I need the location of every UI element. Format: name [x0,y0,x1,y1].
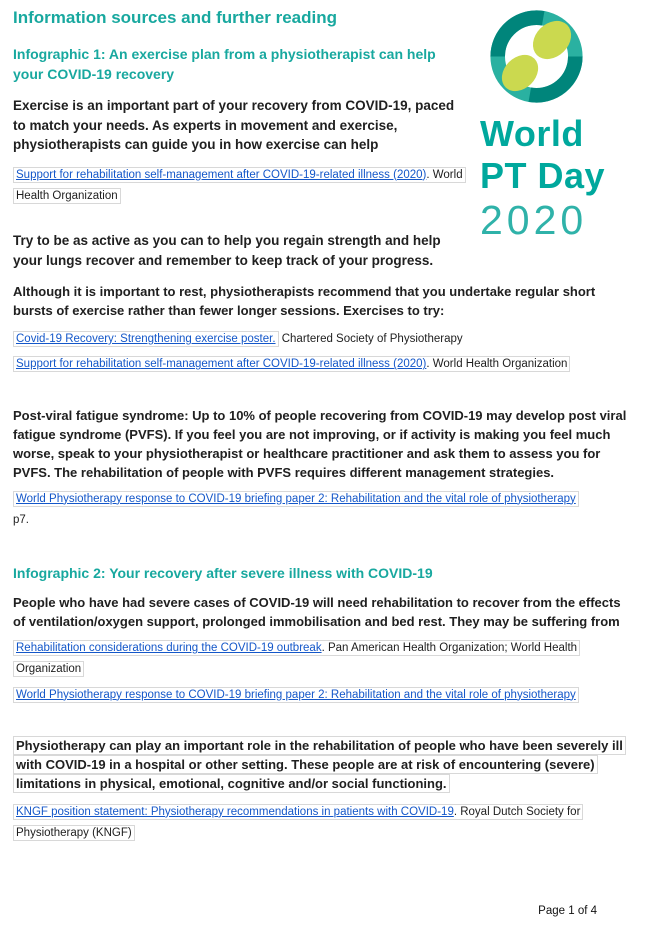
world-pt-day-logo [480,6,632,243]
section1-paragraph-rest: Although it is important to rest, physiotherapists recommend that you undertake regular short bursts of exercise rather than fewer longer sessions. Exercises to try: [13,284,596,319]
reference-briefing-paper-2 [13,685,632,706]
logo-wordmark-ptday: PT Day [480,155,606,196]
reference-kngf [13,802,632,845]
section1-paragraph-active: Try to be as active as you can to help you regain strength and help your lungs recover and remember to keep track of your progress. [13,233,441,268]
reference-link[interactable]: Rehabilitation considerations during the COVID-19 outbreak [16,642,322,655]
reference-source: . Pan American Health Organization; World Health Organization [16,642,578,676]
section2-paragraph-role: Physiotherapy can play an important role in the rehabilitation of people who have been severely ill with COVID-19 in a hospital or other setting. These people are at risk of encountering (severe) limitations in physical, emotional, cognitive and/or social functioning. [13,736,632,793]
world-pt-day-globe-icon [488,8,585,105]
reference-csp-poster [13,329,632,350]
page-title: Information sources and further reading [13,8,337,27]
reference-source: . World Health Organization [16,168,463,202]
section1-paragraph-pvfs: Post-viral fatigue syndrome: Up to 10% of people recovering from COVID-19 may develop post viral fatigue syndrome (PVFS). If you feel you are not improving, or if activity is making you feel much worse, speak to your physiotherapist or healthcare practitioner and ask them to assess you for PVFS. The rehabilitation of people with PVFS requires different management strategies. [13,407,627,480]
reference-paho [13,638,632,681]
section1-heading: Infographic 1: An exercise plan from a physiotherapist can help your COVID-19 recovery [13,46,436,82]
reference-link[interactable]: World Physiotherapy response to COVID-19 briefing paper 2: Rehabilitation and the vital role of physiotherapy [16,688,576,701]
reference-source: p7. [13,513,29,526]
reference-source: Chartered Society of Physiotherapy [278,333,463,346]
logo-wordmark-year: 2020 [480,197,588,243]
section1-paragraph-exercise: Exercise is an important part of your recovery from COVID-19, paced to match your needs. As experts in movement and exercise, physiotherapists can guide you in how exercise can help [13,98,455,152]
reference-source: . Royal Dutch Society for Physiotherapy (KNGF) [16,805,581,840]
section2-heading: Infographic 2: Your recovery after severe illness with COVID-19 [13,565,433,582]
reference-link[interactable]: Support for rehabilitation self-management after COVID-19-related illness (2020) [16,168,427,181]
reference-link[interactable]: Covid-19 Recovery: Strengthening exercise poster. [16,333,276,346]
reference-link[interactable]: World Physiotherapy response to COVID-19 briefing paper 2: Rehabilitation and the vital role of physiotherapy [16,492,576,505]
reference-briefing-paper-1 [13,489,632,532]
logo-wordmark-world: World [480,113,584,154]
section2-paragraph-severe: People who have had severe cases of COVID-19 will need rehabilitation to recover from the effects of ventilation/oxygen support, prolonged immobilisation and bed rest. They may be suffering from [13,595,621,630]
page-number: Page 1 of 4 [538,905,597,917]
reference-link[interactable]: Support for rehabilitation self-management after COVID-19-related illness (2020) [16,358,427,371]
reference-link[interactable]: KNGF position statement: Physiotherapy recommendations in patients with COVID-19 [16,805,454,818]
reference-source: . World Health Organization [426,358,568,371]
reference-who-support-2 [13,354,632,375]
